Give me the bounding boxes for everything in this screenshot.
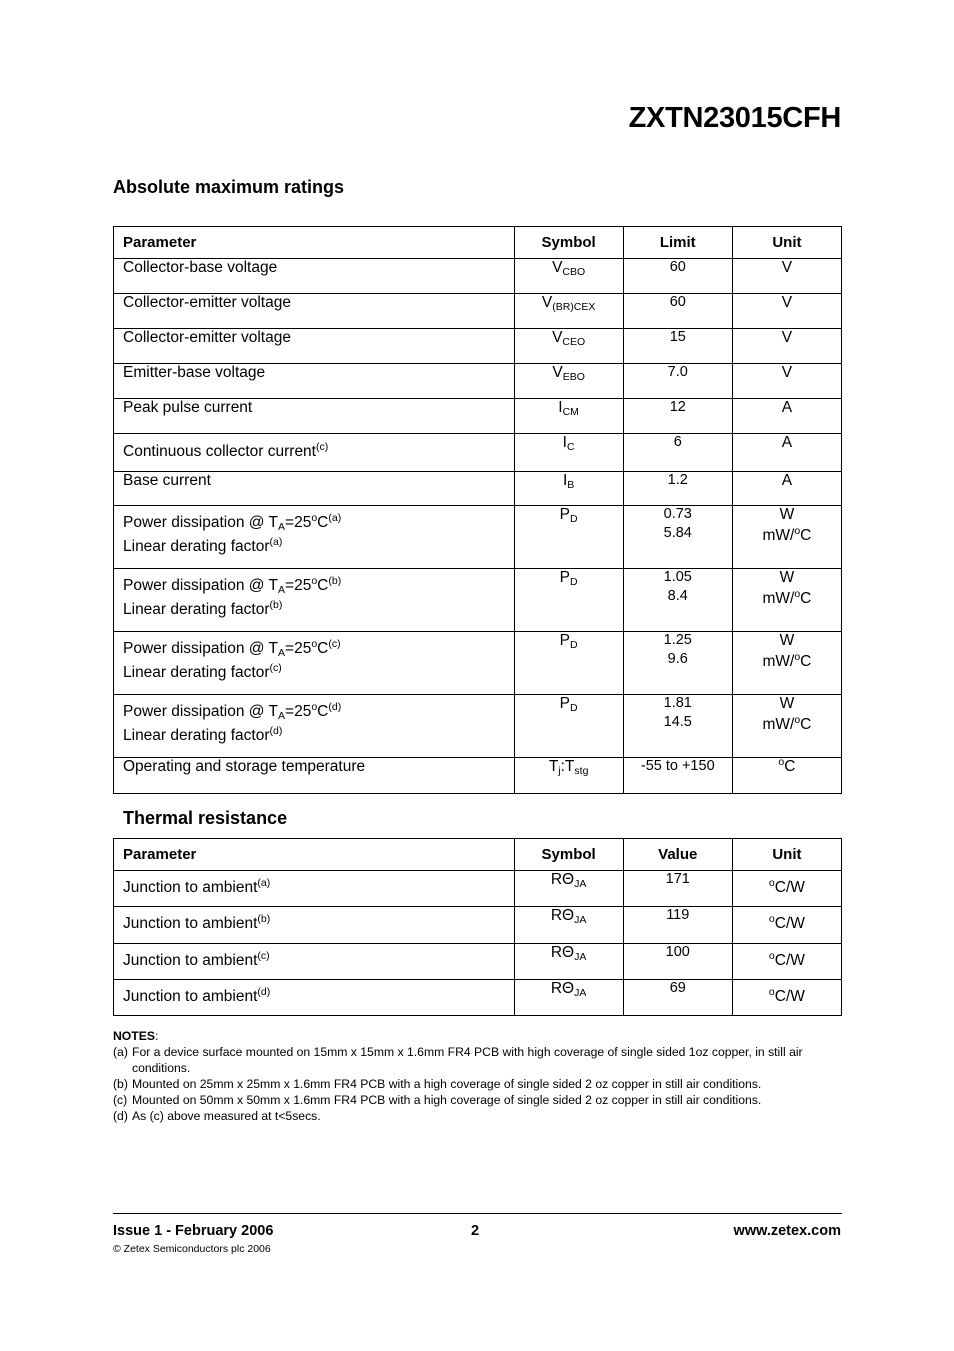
table-row xyxy=(114,329,842,364)
col-header-value: Value xyxy=(623,839,732,871)
limit-cell: 1.2 xyxy=(623,472,732,506)
symbol-cell: $R\Theta_{JA}$ xyxy=(514,944,623,980)
param-cell: Base current xyxy=(114,472,515,506)
col-header-limit: Limit xyxy=(623,227,732,259)
unit-cell: V xyxy=(732,259,841,294)
unit-cell: W mW/$^o$C xyxy=(732,569,841,632)
abs-max-table xyxy=(113,226,842,794)
symbol-cell: $P_D$ xyxy=(514,632,623,695)
param-cell: Power dissipation @ $T_A=25^oC^{(a)}$ Linear derating factor$^{(a)}$ xyxy=(114,506,515,569)
unit-cell: $^o$C/W xyxy=(732,871,841,907)
symbol-cell: $P_D$ xyxy=(514,695,623,758)
param-cell: Collector-emitter voltage xyxy=(114,294,515,329)
param-cell: Junction to ambient$^{(c)}$ xyxy=(114,944,515,980)
unit-cell: $^o$C/W xyxy=(732,980,841,1016)
param-cell: Continuous collector current$^{(c)}$ xyxy=(114,434,515,472)
unit-cell: $^o$C xyxy=(732,758,841,794)
symbol-cell: $R\Theta_{JA}$ xyxy=(514,871,623,907)
limit-cell: 6 xyxy=(623,434,732,472)
symbol-cell: $P_D$ xyxy=(514,569,623,632)
page-number: 2 xyxy=(471,1223,480,1239)
table-row xyxy=(114,399,842,434)
limit-cell: 0.73 5.84 xyxy=(623,506,732,569)
table-row xyxy=(114,871,842,907)
table-row xyxy=(114,758,842,794)
symbol-cell: $T_j:T_{stg}$ xyxy=(514,758,623,794)
symbol-cell: $V_{(BR)CEX}$ xyxy=(514,294,623,329)
param-cell: Power dissipation @ $T_A=25^oC^{(c)}$ Linear derating factor$^{(c)}$ xyxy=(114,632,515,695)
note-item: (d) As (c) above measured at t<5secs. xyxy=(113,1109,321,1123)
symbol-cell: $V_{EBO}$ xyxy=(514,364,623,399)
param-cell: Collector-emitter voltage xyxy=(114,329,515,364)
symbol-cell: $I_B$ xyxy=(514,472,623,506)
param-cell: Junction to ambient$^{(b)}$ xyxy=(114,907,515,944)
param-cell: Junction to ambient$^{(a)}$ xyxy=(114,871,515,907)
unit-cell: W mW/$^o$C xyxy=(732,695,841,758)
col-header-symbol: Symbol xyxy=(514,227,623,259)
col-header-unit: Unit xyxy=(732,227,841,259)
copyright-notice: © Zetex Semiconductors plc 2006 xyxy=(113,1243,271,1255)
param-cell: Junction to ambient$^{(d)}$ xyxy=(114,980,515,1016)
limit-cell: 7.0 xyxy=(623,364,732,399)
limit-cell: 12 xyxy=(623,399,732,434)
note-item: (b) Mounted on 25mm x 25mm x 1.6mm FR4 PCB with a high coverage of single sided 2 oz copper in still air conditions. xyxy=(113,1077,762,1091)
unit-cell: V xyxy=(732,364,841,399)
website-link[interactable]: www.zetex.com xyxy=(733,1223,841,1239)
table-row xyxy=(114,569,842,632)
unit-cell: V xyxy=(732,329,841,364)
param-cell: Power dissipation @ $T_A=25^oC^{(b)}$ Linear derating factor$^{(b)}$ xyxy=(114,569,515,632)
col-header-symbol: Symbol xyxy=(514,839,623,871)
footer-issue: Issue 1 - February 2006 xyxy=(113,1223,274,1239)
param-cell: Emitter-base voltage xyxy=(114,364,515,399)
limit-cell: 1.05 8.4 xyxy=(623,569,732,632)
table-row xyxy=(114,364,842,399)
limit-cell: 1.81 14.5 xyxy=(623,695,732,758)
table-row xyxy=(114,980,842,1016)
thermal-table xyxy=(113,838,842,1016)
limit-cell: 60 xyxy=(623,294,732,329)
symbol-cell: $I_C$ xyxy=(514,434,623,472)
col-header-parameter: Parameter xyxy=(114,839,515,871)
symbol-cell: $V_{CBO}$ xyxy=(514,259,623,294)
limit-cell: 60 xyxy=(623,259,732,294)
unit-cell: V xyxy=(732,294,841,329)
value-cell: 100 xyxy=(623,944,732,980)
unit-cell: A xyxy=(732,434,841,472)
limit-cell: -55 to +150 xyxy=(623,758,732,794)
part-number-title: ZXTN23015CFH xyxy=(628,102,841,134)
table-row xyxy=(114,472,842,506)
note-item: (c) Mounted on 50mm x 50mm x 1.6mm FR4 PCB with a high coverage of single sided 2 oz copper in still air conditions. xyxy=(113,1093,762,1107)
table-header-row xyxy=(114,839,842,871)
symbol-cell: $P_D$ xyxy=(514,506,623,569)
table-row xyxy=(114,434,842,472)
limit-cell: 15 xyxy=(623,329,732,364)
symbol-cell: $V_{CEO}$ xyxy=(514,329,623,364)
notes-heading: NOTES: xyxy=(113,1029,159,1043)
table-row xyxy=(114,259,842,294)
table-row xyxy=(114,907,842,944)
symbol-cell: $R\Theta_{JA}$ xyxy=(514,907,623,944)
table-row xyxy=(114,944,842,980)
table-row xyxy=(114,632,842,695)
value-cell: 171 xyxy=(623,871,732,907)
unit-cell: A xyxy=(732,472,841,506)
unit-cell: A xyxy=(732,399,841,434)
value-cell: 119 xyxy=(623,907,732,944)
param-cell: Collector-base voltage xyxy=(114,259,515,294)
symbol-cell: $I_{CM}$ xyxy=(514,399,623,434)
col-header-parameter: Parameter xyxy=(114,227,515,259)
notes-section xyxy=(113,1028,842,1124)
footer-divider xyxy=(113,1213,842,1214)
table-header-row xyxy=(114,227,842,259)
unit-cell: W mW/$^o$C xyxy=(732,632,841,695)
table-row xyxy=(114,695,842,758)
unit-cell: W mW/$^o$C xyxy=(732,506,841,569)
param-cell: Power dissipation @ $T_A=25^oC^{(d)}$ Linear derating factor$^{(d)}$ xyxy=(114,695,515,758)
abs-max-title: Absolute maximum ratings xyxy=(113,177,345,197)
table-row xyxy=(114,294,842,329)
unit-cell: $^o$C/W xyxy=(732,907,841,944)
param-cell: Operating and storage temperature xyxy=(114,758,515,794)
note-item: (a) For a device surface mounted on 15mm x 15mm x 1.6mm FR4 PCB with high coverage of single sided 1oz copper, in still air conditions. xyxy=(113,1045,803,1075)
value-cell: 69 xyxy=(623,980,732,1016)
limit-cell: 1.25 9.6 xyxy=(623,632,732,695)
table-row xyxy=(114,506,842,569)
col-header-unit: Unit xyxy=(732,839,841,871)
symbol-cell: $R\Theta_{JA}$ xyxy=(514,980,623,1016)
thermal-title: Thermal resistance xyxy=(123,808,288,828)
unit-cell: $^o$C/W xyxy=(732,944,841,980)
param-cell: Peak pulse current xyxy=(114,399,515,434)
